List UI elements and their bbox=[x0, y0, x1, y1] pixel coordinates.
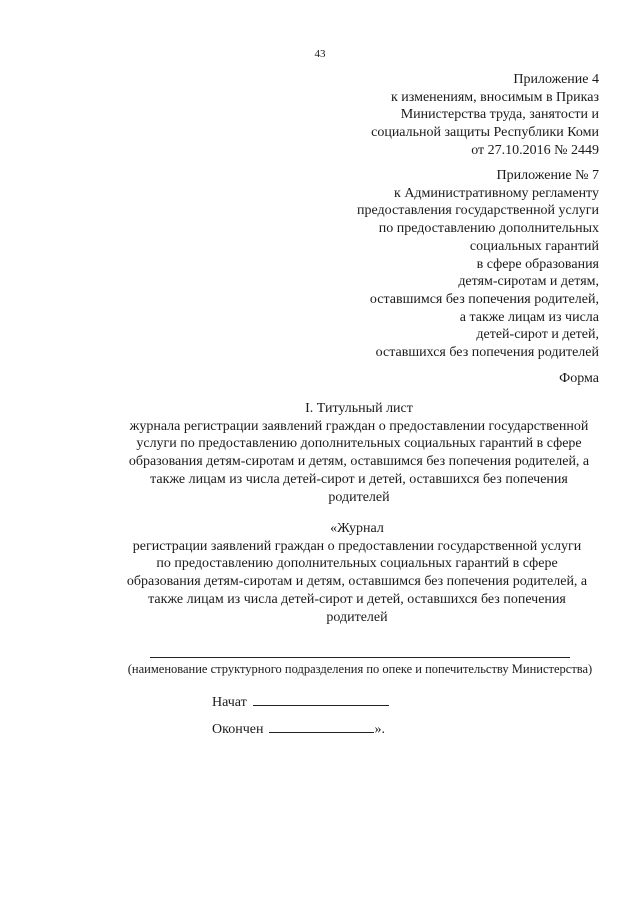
appendix-7-line: по предоставлению дополнительных bbox=[378, 221, 599, 237]
started-label: Начат bbox=[212, 695, 247, 710]
title-line: образования детям-сиротам и детям, оставшимся без попечения родителей, а bbox=[128, 454, 590, 470]
appendix-7-header bbox=[357, 167, 599, 362]
appendix-4-line: от 27.10.2016 № 2449 bbox=[471, 142, 599, 158]
journal-line: регистрации заявлений граждан о предоставлении государственной услуги bbox=[132, 538, 582, 554]
finished-label: Окончен bbox=[212, 722, 264, 737]
appendix-7-line: социальных гарантий bbox=[469, 238, 599, 254]
appendix-4-line: Министерства труда, занятости и bbox=[400, 107, 599, 123]
department-caption: (наименование структурного подразделения по опеке и попечительству Министерства) bbox=[127, 662, 593, 676]
appendix-7-line: в сфере образования bbox=[476, 256, 599, 272]
title-line: услуги по предоставлению дополнительных социальных гарантий в сфере bbox=[136, 436, 582, 452]
appendix-4-line: Приложение 4 bbox=[513, 72, 599, 87]
journal-line: по предоставлению дополнительных социальных гарантий в сфере bbox=[156, 556, 558, 572]
title-line: родителей bbox=[328, 489, 390, 505]
title-heading: I. Титульный лист bbox=[305, 401, 413, 416]
started-blank-line bbox=[253, 692, 389, 706]
appendix-7-line: а также лицам из числа bbox=[459, 309, 599, 325]
journal-heading: «Журнал bbox=[330, 521, 384, 536]
finished-suffix: ». bbox=[374, 722, 385, 737]
journal-line: образования детям-сиротам и детям, оставшимся без попечения родителей, а bbox=[126, 574, 588, 590]
appendix-7-line: детям-сиротам и детям, bbox=[458, 274, 599, 290]
journal-line: родителей bbox=[326, 609, 388, 625]
appendix-7-line: оставшимся без попечения родителей, bbox=[369, 291, 599, 307]
appendix-7-line: предоставления государственной услуги bbox=[357, 203, 599, 219]
started-row bbox=[212, 692, 389, 711]
form-label: Форма bbox=[559, 371, 599, 386]
appendix-4-line: к изменениям, вносимым в Приказ bbox=[390, 89, 599, 105]
journal-section bbox=[98, 520, 616, 626]
appendix-7-line: Приложение № 7 bbox=[496, 168, 599, 183]
journal-line: также лицам из числа детей-сирот и детей, оставшихся без попечения bbox=[148, 591, 566, 607]
title-line: журнала регистрации заявлений граждан о предоставлении государственной bbox=[129, 418, 589, 434]
department-name-blank-line bbox=[150, 657, 570, 658]
appendix-7-line: к Административному регламенту bbox=[394, 185, 599, 201]
finished-row bbox=[212, 719, 385, 738]
appendix-7-line: детей-сирот и детей, bbox=[476, 327, 599, 343]
finished-blank-line bbox=[269, 719, 374, 733]
title-section bbox=[100, 400, 618, 506]
appendix-4-header bbox=[371, 71, 599, 160]
page-number: 43 bbox=[314, 48, 326, 60]
appendix-4-line: социальной защиты Республики Коми bbox=[371, 125, 599, 141]
title-line: также лицам из числа детей-сирот и детей, оставшихся без попечения bbox=[150, 471, 568, 487]
appendix-7-line: оставшихся без попечения родителей bbox=[375, 345, 599, 361]
